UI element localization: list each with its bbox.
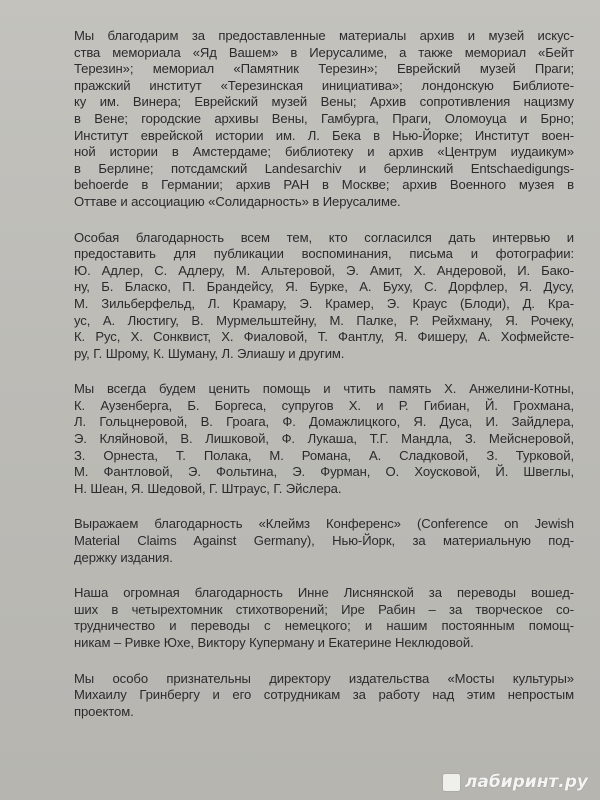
text-line: Material Claims Against Germany), Нью-Йорк, за материальную под- — [74, 533, 574, 549]
text-line: держку издания. — [74, 549, 173, 565]
text-line: Наша огромная благодарность Инне Лиснянской за переводы вошед- — [74, 585, 574, 601]
text-line: проектом. — [74, 703, 134, 719]
text-line: Выражаем благодарность «Клеймз Конференс» (Conference on Jewish — [74, 516, 574, 532]
text-line: К. Рус, Х. Сонквист, Х. Фиаловой, Т. Фантлу, Я. Фишеру, А. Хофмейсте- — [74, 329, 574, 345]
text-line: М. Фантловой, Э. Фольтина, Э. Фурман, О. Хоусковой, Й. Швеглы, — [74, 464, 574, 480]
text-line: Ю. Адлер, С. Адлеру, М. Альтеровой, Э. Амит, Х. Андеровой, И. Бако- — [74, 262, 574, 278]
text-line: М. Зильберфельд, Л. Крамару, Э. Крамер, Э. Краус (Блоди), Д. Кра- — [74, 295, 574, 311]
paragraph — [74, 230, 574, 363]
text-line: ших в четырехтомник стихотворений; Ире Рабин – за творческое со- — [74, 601, 574, 617]
text-line: трудничество и переводы с немецкого; и нашим постоянным помощ- — [74, 618, 574, 634]
text-line: Э. Кляйновой, В. Лишковой, Ф. Лукаша, Т.Г. Мандла, З. Мейснеровой, — [74, 431, 574, 447]
text-line: в Вене; городские архивы Вены, Гамбурга, Праги, Оломоуца и Брно; — [74, 110, 574, 126]
text-line: Особая благодарность всем тем, кто согласился дать интервью и — [74, 229, 574, 245]
text-line: К. Аузенберга, Б. Боргеса, супругов Х. и Р. Гибиан, Й. Грохмана, — [74, 397, 574, 413]
text-line: ства мемориала «Яд Вашем» в Иерусалиме, а также мемориал «Бейт — [74, 44, 574, 60]
watermark-text: лабиринт.ру — [464, 772, 588, 792]
text-line: Н. Шеан, Я. Шедовой, Г. Штраус, Г. Эйслера. — [74, 480, 342, 496]
text-line: Михаилу Гринбергу и его сотрудникам за работу над этим непростым — [74, 687, 574, 703]
text-line: предоставить для публикации воспоминания, письма и фотографии: — [74, 246, 574, 262]
text-line: ус, А. Люстигу, В. Мурмельштейну, М. Палке, Р. Рейхману, Я. Рочеку, — [74, 312, 574, 328]
text-line: Л. Гольцнеровой, В. Гроага, Ф. Домажлицкого, Я. Дуса, И. Зайдлера, — [74, 414, 574, 430]
text-line: ру, Г. Шрому, К. Шуману, Л. Элиашу и другим. — [74, 345, 345, 361]
text-line: behoerde в Германии; архив РАН в Москве; архив Военного музея в — [74, 177, 574, 193]
paragraph — [74, 516, 574, 566]
text-line: ной истории в Амстердаме; библиотеку и архив «Центрум иудаикум» — [74, 144, 574, 160]
text-line: Институт еврейской истории им. Л. Бека в Нью-Йорке; Институт воен- — [74, 127, 574, 143]
text-line: пражский институт «Терезинская инициатива»; лондонскую Библиоте- — [74, 77, 574, 93]
text-line: ну, Б. Бласко, П. Брандейсу, Я. Бурке, А. Буху, С. Дорфлер, Я. Дусу, — [74, 279, 574, 295]
text-line: в Берлине; потсдамский Landesarchiv и берлинский Entschaedigungs- — [74, 160, 574, 176]
labirint-logo-icon — [443, 774, 460, 791]
text-line: Мы благодарим за предоставленные материалы архив и музей искус- — [74, 28, 574, 43]
paragraph — [74, 28, 574, 211]
text-line: З. Орнеста, Т. Полака, М. Романа, А. Сладковой, З. Турковой, — [74, 447, 574, 463]
watermark — [443, 772, 588, 792]
text-line: Терезин»; мемориал «Памятник Терезин»; Еврейский музей Праги; — [74, 61, 574, 77]
text-line: Мы всегда будем ценить помощь и чтить память Х. Анжелини-Котны, — [74, 381, 574, 397]
text-line: Мы особо признательны директору издательства «Мосты культуры» — [74, 670, 574, 686]
text-line: Оттаве и ассоциацию «Солидарность» в Иерусалиме. — [74, 193, 401, 209]
paragraph — [74, 585, 574, 651]
page-text — [74, 28, 574, 739]
paragraph — [74, 381, 574, 497]
text-line: никам – Ривке Юхе, Виктору Куперману и Екатерине Неклюдовой. — [74, 635, 474, 650]
paragraph — [74, 671, 574, 721]
text-line: ку им. Винера; Еврейский музей Вены; Архив сопротивления нацизму — [74, 94, 574, 110]
